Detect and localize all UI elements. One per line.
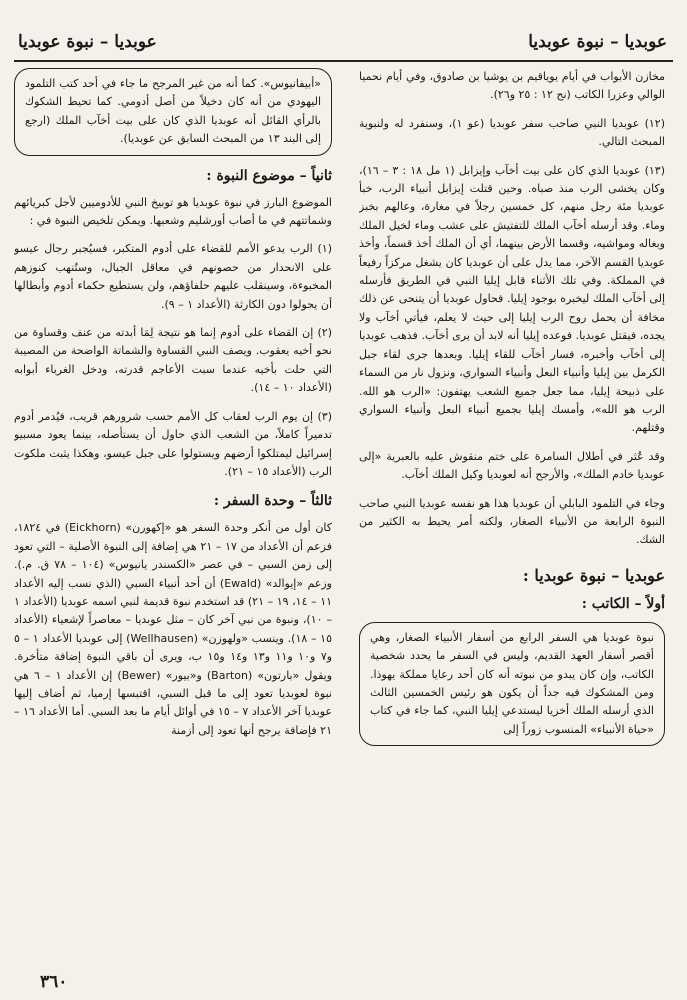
writer-box-text: نبوة عوبديا هي السفر الرابع من أسفار الأنبياء الصغار، وهي أقصر أسفار العهد القديم، وليس في السفر ما يحدد شخصية الكاتب، وإن كان يبدو من نبوته أنه كان أحد رعايا مملكة يهوذا. ومن المشكوك فيه جداً أن يكون هو رئيس الخمسين الثالث الذي أرسله الملك أخزيا ليستدعي إيليا النبي، كما جاء في كتاب «حياة الأنبياء» المنسوب زوراً إلى — [370, 630, 654, 736]
page-number: ٣٦٠ — [40, 972, 68, 992]
intro-paragraph: مخازن الأبواب في أيام يوياقيم بن يوشيا بن صادوق، وفي أيام نحميا الوالي وعزرا الكاتب (نح ١٢ : ٢٥ و٢٦). — [359, 70, 665, 102]
item-12-paragraph: (١٢) عوبديا النبي صاحب سفر عوبديا (عو ١)، وسنفرد له ولنبوية المبحث التالي. — [359, 116, 665, 149]
theme-paragraph: الموضوع البارز في نبوة عوبديا هو توبيخ النبي للأدوميين لأجل كبريائهم وشماتتهم في ما أصاب أورشليم وشعبها. ويمكن تلخيص النبوة في : — [14, 195, 332, 228]
writer-heading: أولاً – الكاتب : — [581, 595, 665, 612]
item-13-paragraph: (١٣) عوبديا الذي كان على بيت أخآب وإيزابل (١ مل ١٨ : ٣ – ١٦)، وكان يخشى الرب منذ صباه. وحين قتلت إيزابل أنبياء الرب، خبأ عوبديا مئة رجل منهم، كل خمسين رجلاً في مغارة، وعالهم بخبز وماء. وقد أرسله أخآب الملك للتفتيش على عشب وماء لخيل الملك وبغاله ومواشيه، وقسما الأرض بينهما، أي أن الملك أخذ قسماً، وأخذ عوبديا القسم الآخر، مما يدل على أن عوبديا كان يشغل مركزاً رفيعاً في المملكة. وفي تلك الأثناء قابل إيليا النبي في الطريق فأرسله إلى أخآب الملك ليخبره بوجود إيليا. فحاول عوبديا أن يتنحى عن ذلك مخافة أن يحمل روح الرب إيليا إلى حيث لا يعلم، فيأتي أخآب ولا يجده، فيقتل عوبديا. فوعده إيليا أنه لابد أن يرى أخآب. فذهب عوبديا إلى أخآب وأخبره، فسار أخآب للقاء إيليا. وبعدها جرى لقاء جبل الكرمل بين إيليا وأنبياء البعل وأنبياء السواري، ونزول نار من السماء على ذبيحة إيليا، مما جعل جميع الشعب يهتفون: «الرب هو الله. الرب هو الله»، وأمسك إيليا بجميع أنبياء البعل وأنبياء السواري وقتلهم. — [359, 163, 665, 435]
theme-item-3: (٣) إن يوم الرب لعقاب كل الأمم حسب شرورهم قريب، فيُدمر أدوم تدميراً كاملاً، من الشعب الذي حاول أن يستأصله، بينما يعود مسبيو إسرائيل ليمتلكوا أرضهم ويستولوا على جبل عيسو، وهكذا يثبت ملكوت الرب (الأعداد ١٥ – ٢١). — [14, 409, 332, 478]
theme-item-2: (٢) إن القضاء على أدوم إنما هو نتيجة لِمَا أبدته من عنف وقساوة من نحو أخيه يعقوب. ويصف النبي القساوة والشماتة الواضحة من المصيبة التي حلت بأخيه عندما سبت الأعاجم قدرته، ودخل الغرباء أبوابه (الأعداد ١٠ – ١٤). — [14, 326, 332, 395]
running-header-right: عوبديا – نبوة عوبديا — [528, 32, 667, 52]
writer-box — [359, 622, 665, 746]
talmud-paragraph: وجاء في التلمود البابلي أن عوبديا هذا هو نفسه عوبديا النبي صاحب النبوة الرابعة من الأنبياء الصغار، ولكنه أمر يحيط به الكثير من الشك. — [359, 496, 665, 547]
theme-item-1: (١) الرب يدعو الأمم للقضاء على أدوم المتكبر، فسيُجبر رجال عيسو على الانحدار من حصونهم في معاقل الجبال، وستُنهب كنوزهم المخبوءة، وسينقلب عليهم حلفاؤهم، ولن يستطيع حكماء أدوم وأبطالها أن يحولوا دون الكارثة (الأعداد ١ – ٩). — [14, 242, 332, 311]
running-header-left: عوبديا – نبوة عوبديا — [18, 32, 157, 52]
main-section-heading: عوبديا – نبوة عوبديا : — [522, 565, 665, 585]
continuation-box — [14, 68, 332, 156]
theme-heading: ثانياً – موضوع النبوة : — [206, 167, 332, 184]
header-rule — [14, 60, 673, 62]
unity-heading: ثالثاً – وحدة السفر : — [213, 493, 332, 510]
left-column — [14, 68, 332, 966]
right-column — [359, 68, 665, 966]
unity-paragraph: كان أول من أنكر وحدة السفر هو «إكهورن» (Eickhorn) في ١٨٢٤، فزعم أن الأعداد من ١٧ – ٢١ هي إضافة إلى النبوة الأصلية – التي تعود إلى زمن السبي – في عصر «الكسندر يانيوس» (١٠٤ – ٧٨ ق. م.). وزعم «إيوالد» (Ewald) أن أحد أنبياء السبي (الذي نسب إليه الأعداد ١١ – ١٤، ١٩ – ٢١) قد استخدم نبوة قديمة لنبي اسمه عوبديا (الأعداد ١ – ١٠)، ونبوة من نبي آخر كان – مثل عوبديا – معاصراً لإشعياء (الأعداد ١٥ – ١٨). وينسب «ولهوزن» (Wellhausen) إلى عوبديا الأعداد ١ – ٥ و٧ و١٠ و١١ و١٣ و١٤ و١٥ ب، ويرى أن باقي النبوة إضافة متأخرة. ويقول «بارتون» (Barton) و«بيور» (Bewer) إن الأعداد ١ – ٦ هي نبوة لعوبديا تعود إلى ما قبل السبي، اقتبسها إرميا، ثم أضاف إليها عوبديا آخر الأعداد ٧ – ١٥ في أوائل أيام ما بعد السبي. أما الأعداد ١٦ – ٢١ فإضافة يرجح أنها تعود إلى أزمنة — [14, 521, 332, 737]
continuation-box-text: «أبيفانيوس». كما أنه من غير المرجح ما جاء في أحد كتب التلمود اليهودي من أنه كان دخيلاً من أصل أدومي. كما تحيط الشكوك بالرأي القائل أنه عوبديا الذي كان على بيت أخآب الملك (ارجع إلى البند ١٣ من المبحث السابق عن عوبديا). — [25, 77, 321, 146]
seal-paragraph: وقد عُثر في أطلال السامرة على ختم منقوش عليه بالعبرية «إلى عوبديا خادم الملك»، والأرجح أنه لعوبديا وكيل الملك أخآب. — [359, 449, 665, 482]
